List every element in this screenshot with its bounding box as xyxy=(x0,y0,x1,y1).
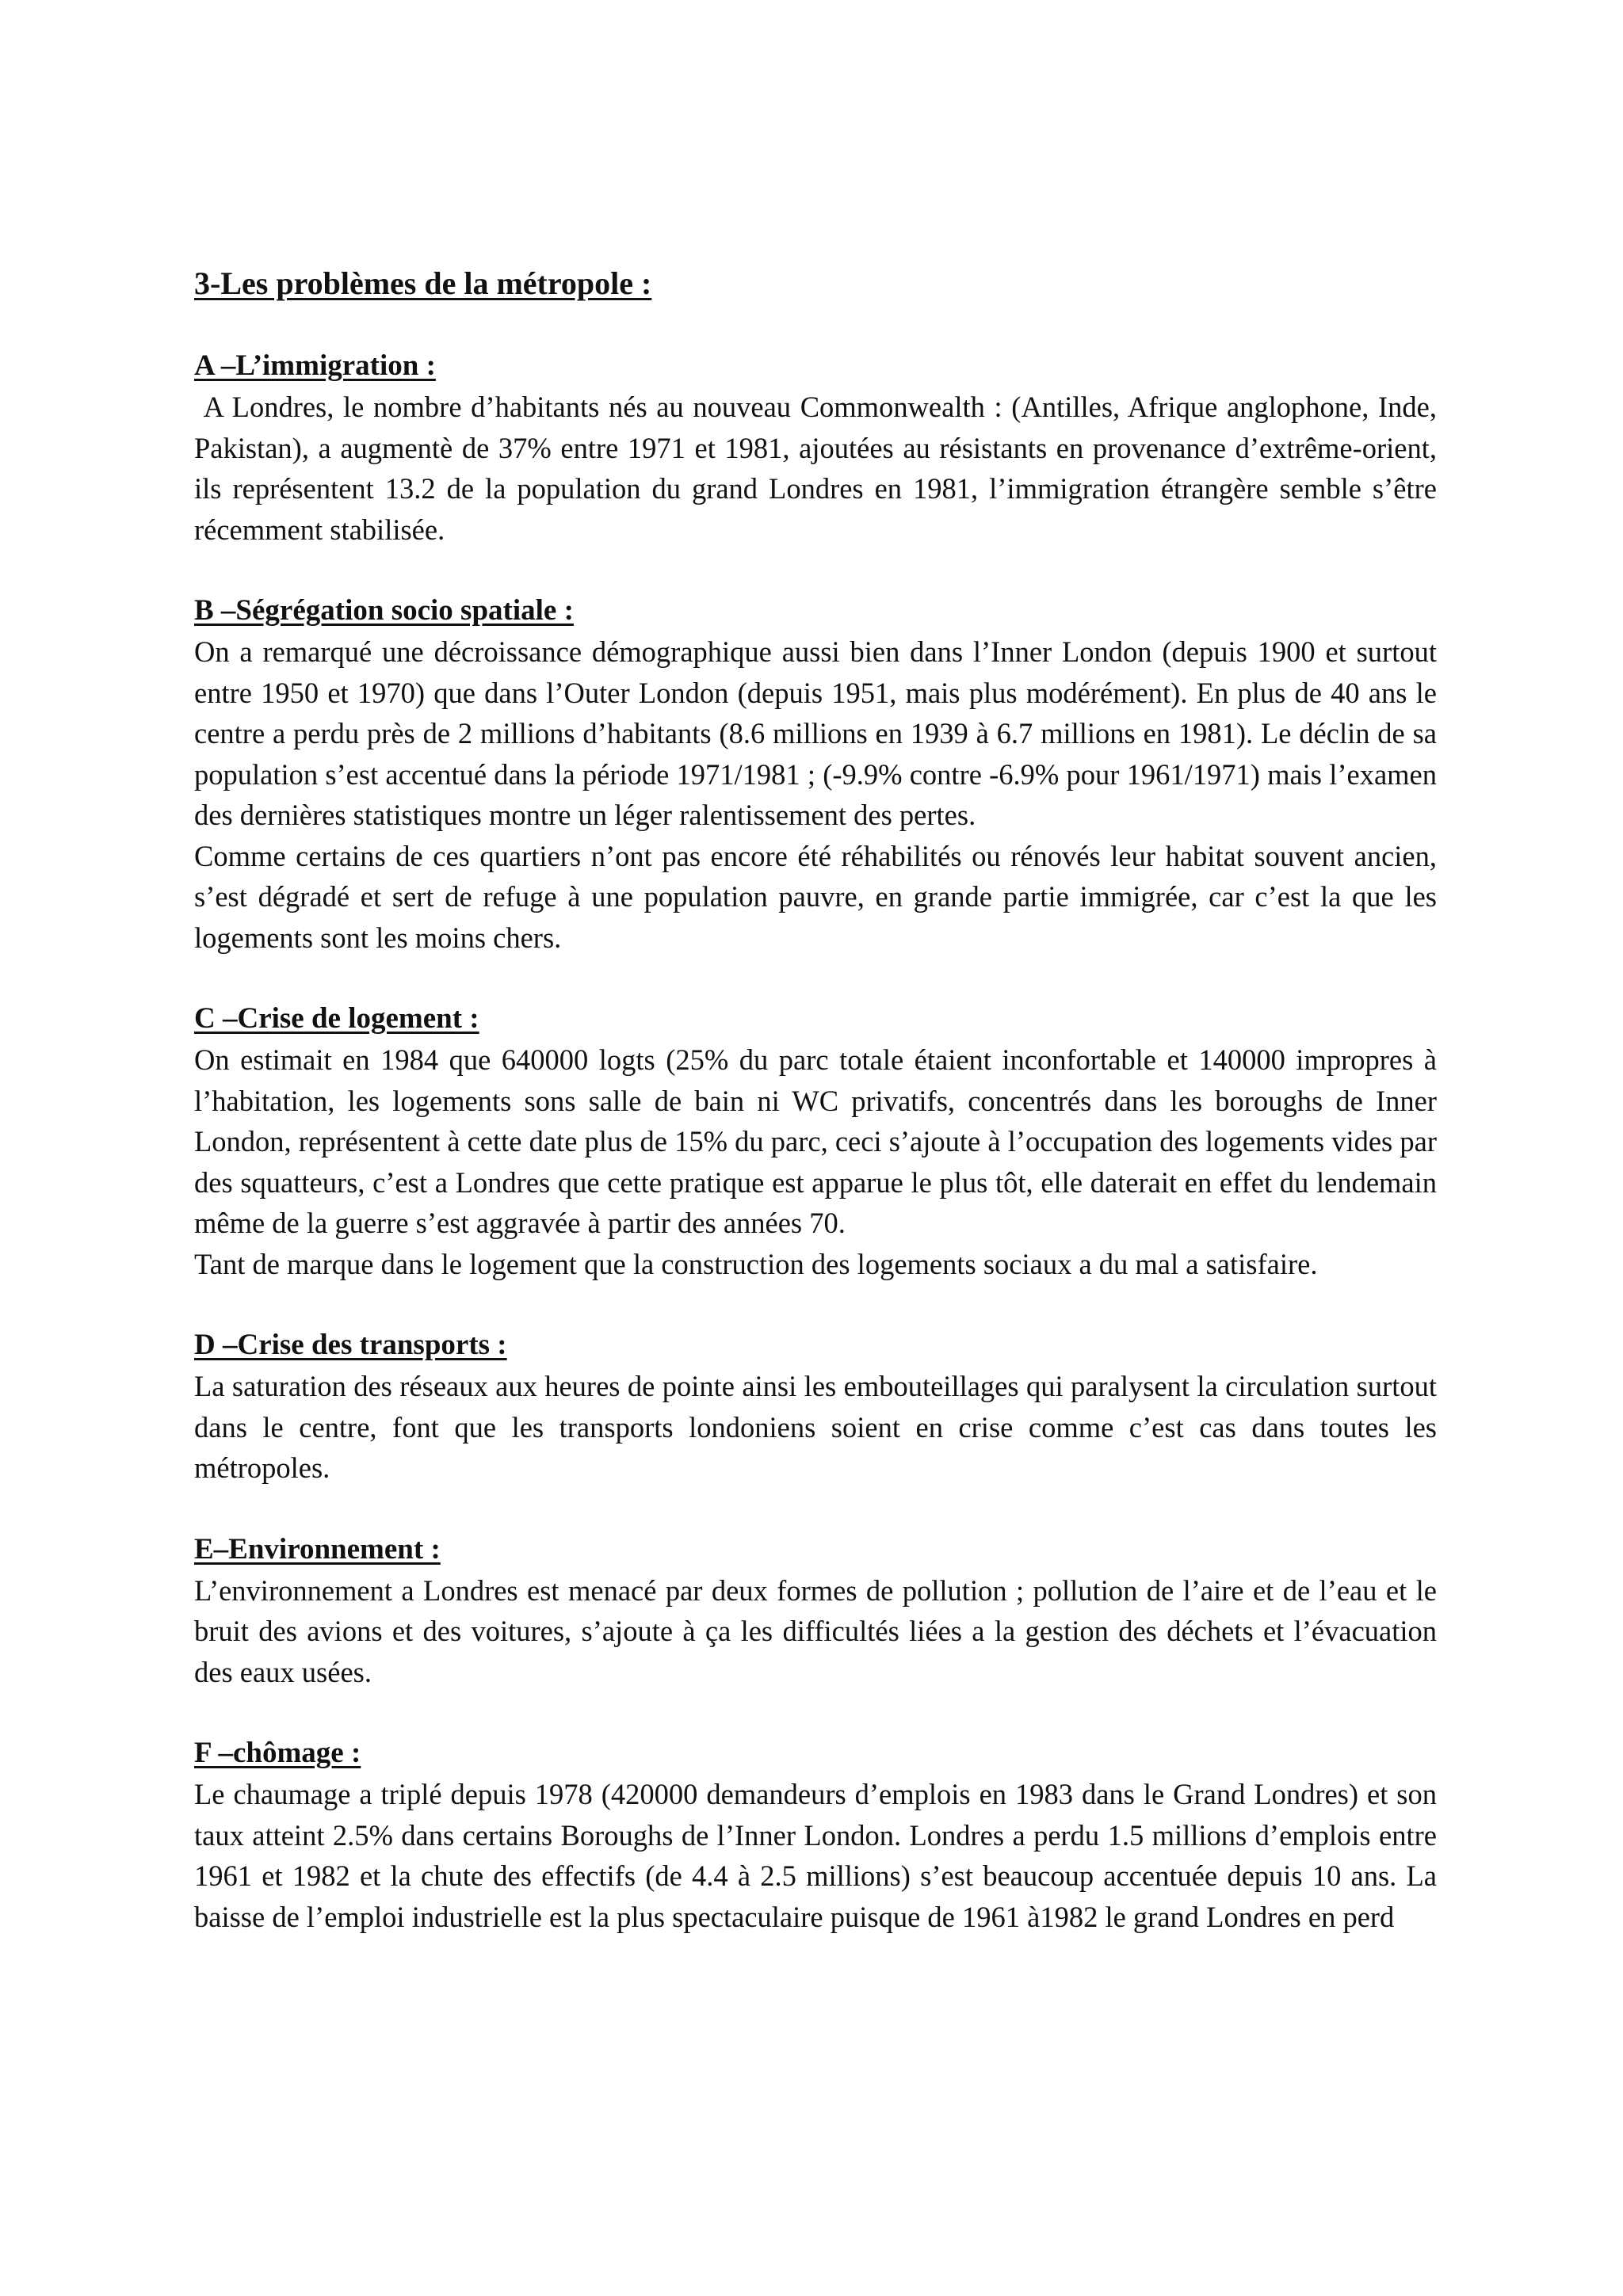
paragraph: Comme certains de ces quartiers n’ont pas encore été réhabilités ou rénovés leur habitat souvent ancien, s’est dégradé et sert de refuge à une population pauvre, en grande partie immigrée, car c’est la que les logements sont les moins chers. xyxy=(194,839,1437,954)
paragraph: Tant de marque dans le logement que la construction des logements sociaux a du mal a satisfaire. xyxy=(194,1247,1318,1280)
section-heading: D –Crise des transports : xyxy=(194,1329,507,1361)
paragraph: La saturation des réseaux aux heures de pointe ainsi les embouteillages qui paralysent la circulation surtout dans le centre, font que les transports londoniens soient en crise comme c’est cas dans toutes les métropoles. xyxy=(194,1370,1437,1484)
section-heading: C –Crise de logement : xyxy=(194,1002,479,1035)
section-chomage xyxy=(194,1733,1437,1937)
paragraph: On estimait en 1984 que 640000 logts (25% du parc totale étaient inconfortable et 140000 impropres à l’habitation, les logements sons salle de bain ni WC privatifs, concentrés dans les boroughs de Inner London, représentent à cette date plus de 15% du parc, ceci s’ajoute à l’occupation des logements vides par des squatteurs, c’est a Londres que cette pratique est apparue le plus tôt, elle daterait en effet du lendemain même de la guerre s’est aggravée à partir des années 70. xyxy=(194,1043,1437,1239)
section-heading: A –L’immigration : xyxy=(194,349,436,382)
section-segregation xyxy=(194,590,1437,958)
paragraph: L’environnement a Londres est menacé par deux formes de pollution ; pollution de l’aire et de l’eau et le bruit des avions et des voitures, s’ajoute à ça les difficultés liées a la gestion des déchets et l’évacuation des eaux usées. xyxy=(194,1573,1437,1688)
section-logement xyxy=(194,998,1437,1284)
paragraph: On a remarqué une décroissance démographique aussi bien dans l’Inner London (depuis 1900 et surtout entre 1950 et 1970) que dans l’Outer London (depuis 1951, mais plus modérément). En plus de 40 ans le centre a perdu près de 2 millions d’habitants (8.6 millions en 1939 à 6.7 millions en 1981). Le déclin de sa population s’est accentué dans la période 1971/1981 ; (-9.9% contre -6.9% pour 1961/1971) mais l’examen des dernières statistiques montre un léger ralentissement des pertes. xyxy=(194,635,1437,831)
section-heading: E–Environnement : xyxy=(194,1532,441,1566)
section-transports xyxy=(194,1325,1437,1489)
paragraph: Le chaumage a triplé depuis 1978 (420000 demandeurs d’emplois en 1983 dans le Grand Londres) et son taux atteint 2.5% dans certains Boroughs de l’Inner London. Londres a perdu 1.5 millions d’emplois entre 1961 et 1982 et la chute des effectifs (de 4.4 à 2.5 millions) s’est beaucoup accentuée depuis 10 ans. La baisse de l’emploi industrielle est la plus spectaculaire puisque de 1961 à1982 le grand Londres en perd xyxy=(194,1778,1437,1933)
section-heading: F –chômage : xyxy=(194,1737,361,1769)
section-heading: B –Ségrégation socio spatiale : xyxy=(194,594,574,627)
paragraph: A Londres, le nombre d’habitants nés au nouveau Commonwealth : (Antilles, Afrique anglophone, Inde, Pakistan), a augmentè de 37% entre 1971 et 1981, ajoutées au résistants en provenance d’extrême-orient, ils représentent 13.2 de la population du grand Londres en 1981, l’immigration étrangère semble s’être récemment stabilisée. xyxy=(194,391,1445,546)
section-environnement xyxy=(194,1529,1437,1693)
document-body xyxy=(194,263,1445,1978)
page-title: 3-Les problèmes de la métropole : xyxy=(194,265,652,301)
section-immigration xyxy=(194,345,1445,550)
